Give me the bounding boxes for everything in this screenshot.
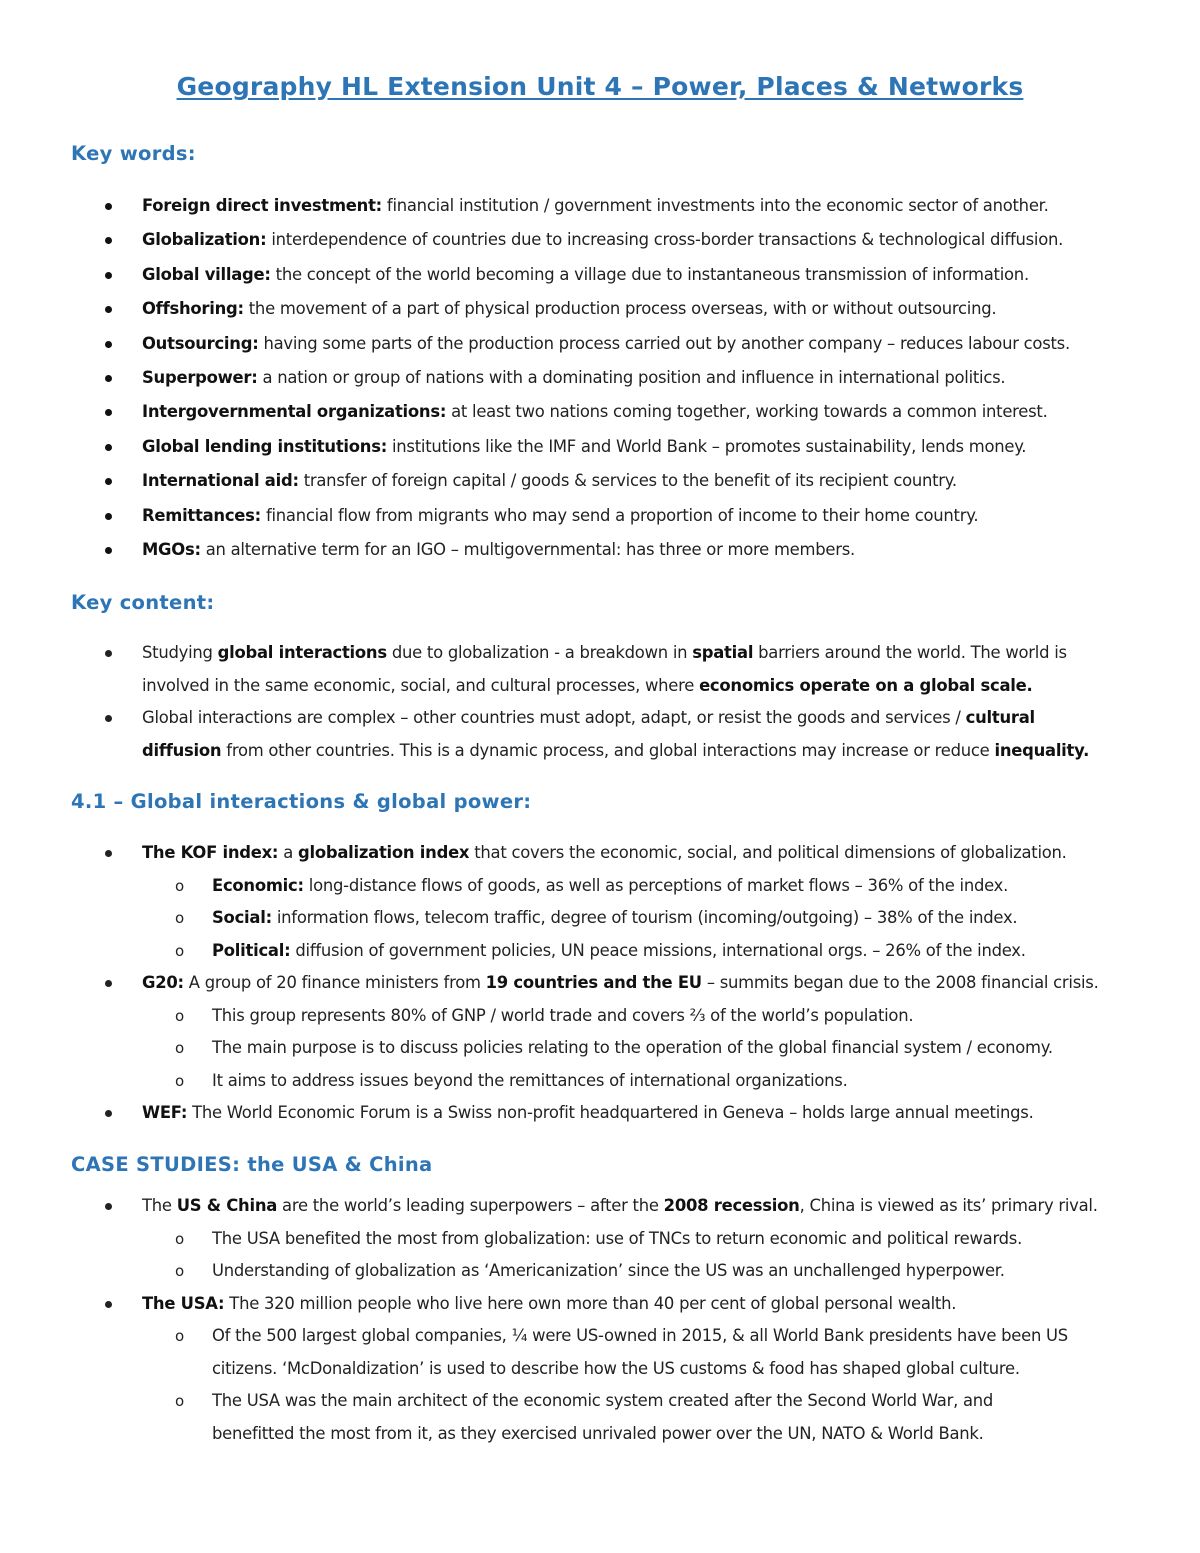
text-span: The xyxy=(142,1196,177,1215)
bold-text: diffusion xyxy=(142,740,222,760)
key-word-item xyxy=(0,538,1070,572)
key-word-term: Global village: xyxy=(142,264,271,284)
key-word-item xyxy=(0,504,1070,538)
text-span: a xyxy=(278,843,298,862)
text-span: Of the 500 largest global companies, ¼ were US-owned in 2015, & all World Bank presidents have been US xyxy=(212,1326,1068,1345)
bold-text: cultural xyxy=(965,708,1035,727)
bold-text: G20: xyxy=(142,973,184,992)
key-word-definition: a nation or group of nations with a dominating position and influence in international politics. xyxy=(257,367,1006,387)
key-word-item xyxy=(0,400,1070,434)
list-item xyxy=(0,967,1099,1000)
key-word-definition: having some parts of the production process carried out by another company – reduces labour costs. xyxy=(258,333,1070,353)
text-span: are the world’s leading superpowers – after the xyxy=(277,1196,664,1215)
sub-list-item: o The main purpose is to discuss policies relating to the operation of the global financial system / economy. xyxy=(0,1032,1099,1065)
list-item xyxy=(0,1190,1098,1223)
text-span: long-distance flows of goods, as well as perceptions of market flows – 36% of the index. xyxy=(303,875,1009,895)
key-word-term: International aid: xyxy=(142,471,299,491)
sub-list-item: o Understanding of globalization as ‘Americanization’ since the US was an unchallenged hyperpower. xyxy=(0,1255,1098,1288)
sub-list-item xyxy=(0,935,1099,968)
text-span: diffusion of government policies, UN peace missions, international orgs. – 26% of the index. xyxy=(290,940,1026,960)
text-span: citizens. ‘McDonaldization’ is used to describe how the US customs & food has shaped global culture. xyxy=(212,1358,1020,1378)
key-word-definition: the concept of the world becoming a village due to instantaneous transmission of information. xyxy=(270,264,1029,284)
text-span: A group of 20 finance ministers from xyxy=(183,973,486,992)
sub-list-item: o The USA benefited the most from globalization: use of TNCs to return economic and political rewards. xyxy=(0,1223,1098,1256)
bold-text: 2008 recession xyxy=(663,1196,800,1215)
bold-text: spatial xyxy=(692,643,754,662)
key-word-item xyxy=(0,332,1070,366)
bold-text: The KOF index: xyxy=(142,843,279,862)
key-word-item xyxy=(0,469,1070,503)
bold-text: The USA: xyxy=(142,1293,225,1313)
key-words-list xyxy=(0,194,1070,572)
key-word-term: Globalization: xyxy=(142,230,267,250)
text-span: barriers around the world. The world is xyxy=(753,643,1067,662)
key-word-definition: financial institution / government investments into the economic sector of another. xyxy=(381,196,1049,215)
sub-list-item xyxy=(0,902,1099,935)
key-words-heading: Key words: xyxy=(71,142,196,165)
bold-text: 19 countries and the EU xyxy=(485,973,702,992)
text-span: Global interactions are complex – other countries must adopt, adapt, or resist the goods and services / xyxy=(142,708,966,727)
key-word-term: Outsourcing: xyxy=(142,333,259,353)
list-item xyxy=(0,837,1099,870)
key-word-definition: at least two nations coming together, working towards a common interest. xyxy=(446,402,1048,422)
sub-list-item: o It aims to address issues beyond the remittances of international organizations. xyxy=(0,1065,1099,1098)
text-span: from other countries. This is a dynamic process, and global interactions may increase or reduce xyxy=(221,740,995,760)
list-item xyxy=(0,1288,1098,1321)
section-4-1-heading: 4.1 – Global interactions & global power: xyxy=(71,790,532,813)
key-word-term: MGOs: xyxy=(142,539,201,559)
text-span: The USA was the main architect of the economic system created after the Second World War, and xyxy=(212,1391,994,1410)
text-span: The World Economic Forum is a Swiss non-profit headquartered in Geneva – holds large annual meetings. xyxy=(187,1103,1034,1122)
key-word-item xyxy=(0,263,1070,297)
key-word-definition: financial flow from migrants who may send a proportion of income to their home country. xyxy=(260,505,979,525)
key-word-definition: an alternative term for an IGO – multigovernmental: has three or more members. xyxy=(200,539,855,559)
section-4-1-list xyxy=(0,837,1099,1130)
list-item xyxy=(0,1097,1099,1130)
key-word-item xyxy=(0,194,1070,228)
key-word-term: Offshoring: xyxy=(142,299,244,319)
bold-text: Social: xyxy=(212,908,272,927)
key-word-term: Remittances: xyxy=(142,505,261,525)
case-studies-list xyxy=(0,1190,1098,1450)
bold-text: inequality. xyxy=(994,740,1090,760)
key-content-heading: Key content: xyxy=(71,591,215,614)
text-span: , China is viewed as its’ primary rival. xyxy=(799,1196,1098,1215)
key-word-definition: interdependence of countries due to increasing cross-border transactions & technological diffusion. xyxy=(266,230,1064,250)
bold-text: globalization index xyxy=(297,843,470,862)
text-span: benefitted the most from it, as they exercised unrivaled power over the UN, NATO & World Bank. xyxy=(212,1423,984,1443)
text-span: that covers the economic, social, and political dimensions of globalization. xyxy=(469,843,1067,862)
sub-list-item xyxy=(0,1385,1098,1450)
text-span: – summits began due to the 2008 financial crisis. xyxy=(701,973,1099,992)
sub-list-item xyxy=(0,1320,1098,1385)
key-word-item xyxy=(0,435,1070,469)
case-studies-heading: CASE STUDIES: the USA & China xyxy=(71,1153,433,1176)
key-word-definition: the movement of a part of physical production process overseas, with or without outsourcing. xyxy=(243,299,997,319)
list-item xyxy=(0,637,1089,702)
key-word-term: Intergovernmental organizations: xyxy=(142,402,447,422)
key-word-item xyxy=(0,297,1070,331)
bold-text: global interactions xyxy=(217,643,387,662)
sub-list-item: o This group represents 80% of GNP / world trade and covers ⅔ of the world’s population. xyxy=(0,1000,1099,1033)
bold-text: Political: xyxy=(212,940,291,960)
sub-list-item xyxy=(0,870,1099,903)
bold-text: Economic: xyxy=(212,875,304,895)
key-word-item xyxy=(0,366,1070,400)
key-word-term: Foreign direct investment: xyxy=(142,196,382,215)
key-word-item xyxy=(0,228,1070,262)
text-span: information flows, telecom traffic, degree of tourism (incoming/outgoing) – 38% of the index. xyxy=(271,908,1018,927)
key-word-definition: institutions like the IMF and World Bank – promotes sustainability, lends money. xyxy=(387,436,1027,456)
text-span: The 320 million people who live here own more than 40 per cent of global personal wealth. xyxy=(224,1293,957,1313)
key-word-definition: transfer of foreign capital / goods & services to the benefit of its recipient country. xyxy=(298,471,957,491)
text-span: due to globalization - a breakdown in xyxy=(386,643,693,662)
page-title: Geography HL Extension Unit 4 – Power, Places & Networks xyxy=(176,72,1024,101)
text-span: involved in the same economic, social, and cultural processes, where xyxy=(142,675,700,695)
bold-text: WEF: xyxy=(142,1103,188,1122)
bold-text: economics operate on a global scale. xyxy=(699,675,1033,695)
key-word-term: Superpower: xyxy=(142,367,258,387)
bold-text: US & China xyxy=(176,1196,278,1215)
list-item xyxy=(0,702,1089,767)
text-span: Studying xyxy=(142,643,218,662)
key-content-list xyxy=(0,637,1089,767)
key-word-term: Global lending institutions: xyxy=(142,436,388,456)
